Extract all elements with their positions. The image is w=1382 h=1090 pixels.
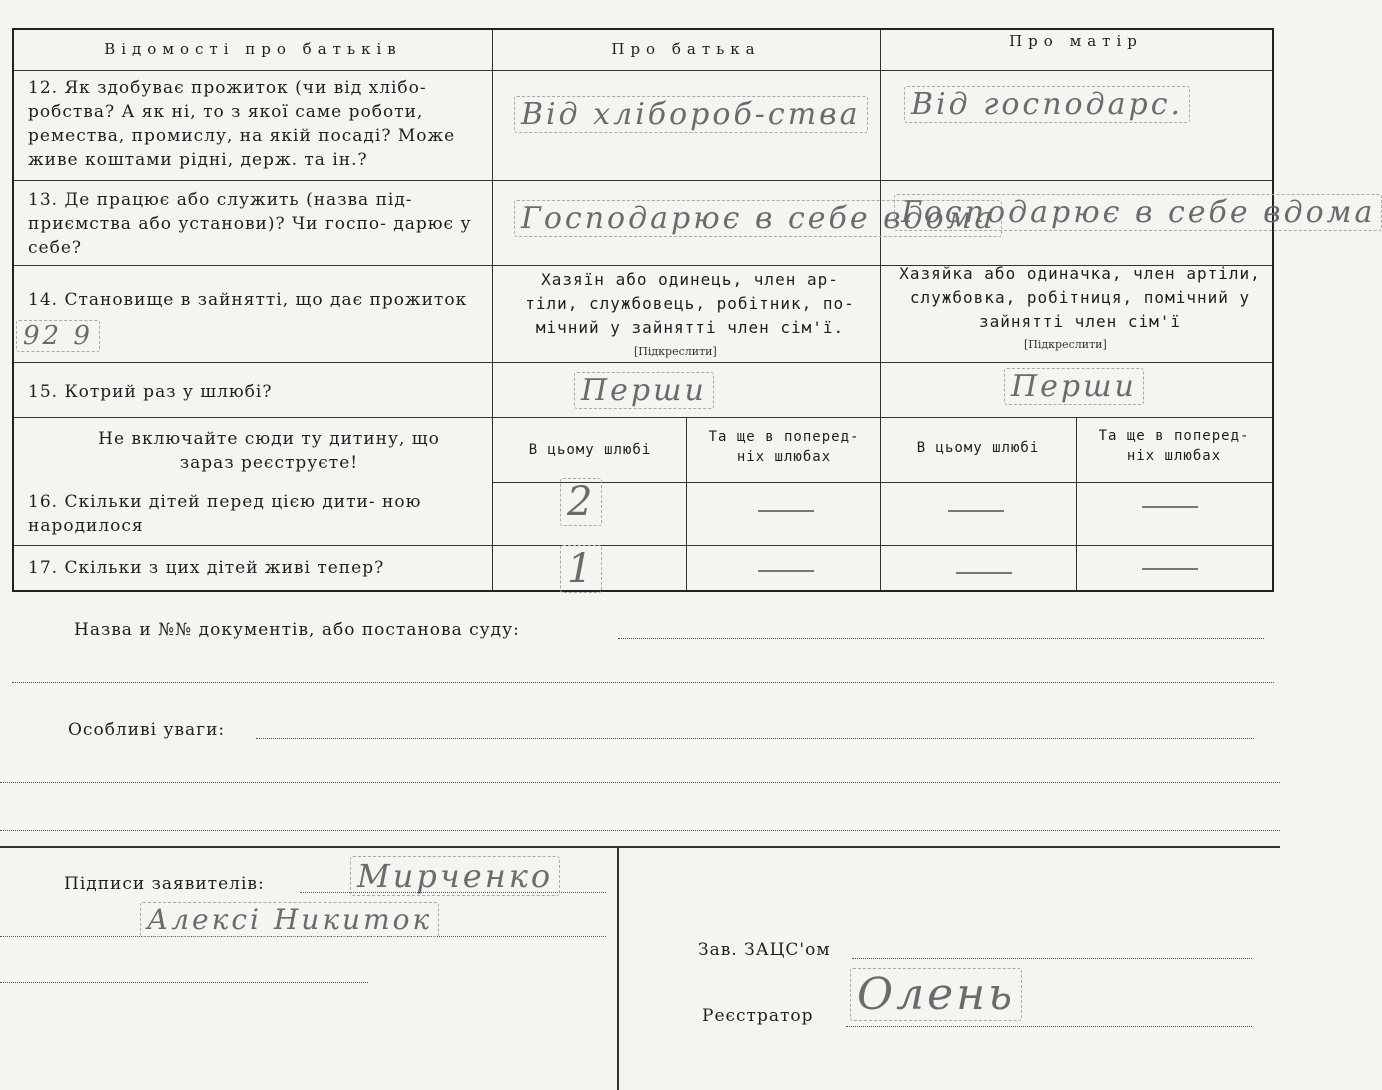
remarks-field-line2 xyxy=(0,782,1280,783)
q17-label: 17. Скільки з цих дітей живі тепер? xyxy=(28,558,385,578)
header-mother: Про матір xyxy=(1009,32,1143,50)
row-divider xyxy=(14,180,1272,181)
father-this-marriage-header: В цьому шлюбі xyxy=(528,442,652,458)
q13-father-answer: Господарює в себе вдома xyxy=(514,200,1002,237)
row-divider xyxy=(14,70,1272,71)
q16-father-prev-dash xyxy=(758,510,814,512)
head-of-registry-field xyxy=(852,958,1252,959)
column-divider xyxy=(492,30,493,590)
bottom-section-divider xyxy=(0,846,1280,848)
q15-father-answer: Перши xyxy=(574,372,714,409)
header-father: Про батька xyxy=(611,40,761,58)
remarks-label: Особливі уваги: xyxy=(68,720,226,740)
q14-father-options: Хазяїн або одинець, член ар- тіли, службовець, робітник, по- мічний у зайнятті член сім'ї. xyxy=(525,270,855,337)
q17-father-prev-dash xyxy=(758,570,814,572)
q17-mother-prev-dash xyxy=(1142,568,1198,570)
q14-mother-options: Хазяйка або одиначка, член артіли, службовка, робітниця, помічний у зайнятті член сім'ї xyxy=(899,264,1261,331)
documents-label: Назва и №№ документів, або постанова суду: xyxy=(74,620,520,640)
mother-this-marriage-header: В цьому шлюбі xyxy=(916,440,1040,456)
q14-label: 14. Становище в зайнятті, що дає прожиток xyxy=(28,290,468,310)
documents-field-line2 xyxy=(12,682,1274,683)
applicant-signature-2: Алексі Никиток xyxy=(140,902,439,937)
header-info: Відомості про батьків xyxy=(104,40,402,58)
q14-mother-underline-note: [Підкреслити] xyxy=(1024,338,1107,351)
q13-label: 13. Де працює або служить (назва під- приємства або установи)? Чи госпо- дарює у себе? xyxy=(28,190,472,258)
q14-father-underline-note: [Підкреслити] xyxy=(634,345,717,358)
row-divider xyxy=(14,545,1272,546)
applicant-signature-1: Мирченко xyxy=(350,856,560,896)
mother-prev-marriages-header: Та ще в поперед- ніх шлюбах xyxy=(1098,428,1250,464)
q12-father-answer: Від хлібороб-ства xyxy=(514,96,868,133)
registrar-label: Реєстратор xyxy=(702,1006,814,1026)
q12-mother-answer: Від господарс. xyxy=(904,86,1190,123)
row-divider xyxy=(14,362,1272,363)
q17-mother-this-dash xyxy=(956,572,1012,574)
q14-margin-note: 92 9 xyxy=(16,320,100,352)
q16-label: 16. Скільки дітей перед цією дити- ною народилося xyxy=(28,492,422,536)
remarks-field xyxy=(256,738,1254,739)
parents-info-table xyxy=(12,28,1376,592)
row-divider xyxy=(14,417,1272,418)
documents-field xyxy=(618,638,1264,639)
registrar-signature: Олень xyxy=(850,968,1022,1021)
q12-label: 12. Як здобуває прожиток (чи від хлібо- робства? А як ні, то з якої саме роботи, ремества, промислу, на якій посаді? Може живе коштами рідні, держ. та ін.? xyxy=(28,78,456,170)
q15-label: 15. Котрий раз у шлюбі? xyxy=(28,382,273,402)
q16-mother-this-dash xyxy=(948,510,1004,512)
column-divider xyxy=(880,30,881,590)
row-divider xyxy=(492,482,1272,483)
q16-mother-prev-dash xyxy=(1142,506,1198,508)
bottom-section-vertical-divider xyxy=(617,846,619,1090)
children-note: Не включайте сюди ту дитину, що зараз реєструєте! xyxy=(98,429,440,473)
head-of-registry-label: Зав. ЗАЦС'ом xyxy=(698,940,831,960)
father-prev-marriages-header: Та ще в поперед- ніх шлюбах xyxy=(708,429,860,465)
signatures-label: Підписи заявителів: xyxy=(64,874,265,894)
signature-field-3 xyxy=(0,982,368,983)
remarks-field-line3 xyxy=(0,830,1280,831)
q13-mother-answer: Господарює в себе вдома xyxy=(894,194,1382,231)
column-divider xyxy=(1076,417,1077,590)
q16-father-this-answer: 2 xyxy=(560,478,602,526)
registrar-field xyxy=(846,1026,1252,1027)
q15-mother-answer: Перши xyxy=(1004,368,1144,405)
q17-father-this-answer: 1 xyxy=(560,545,602,593)
column-divider xyxy=(686,417,687,590)
